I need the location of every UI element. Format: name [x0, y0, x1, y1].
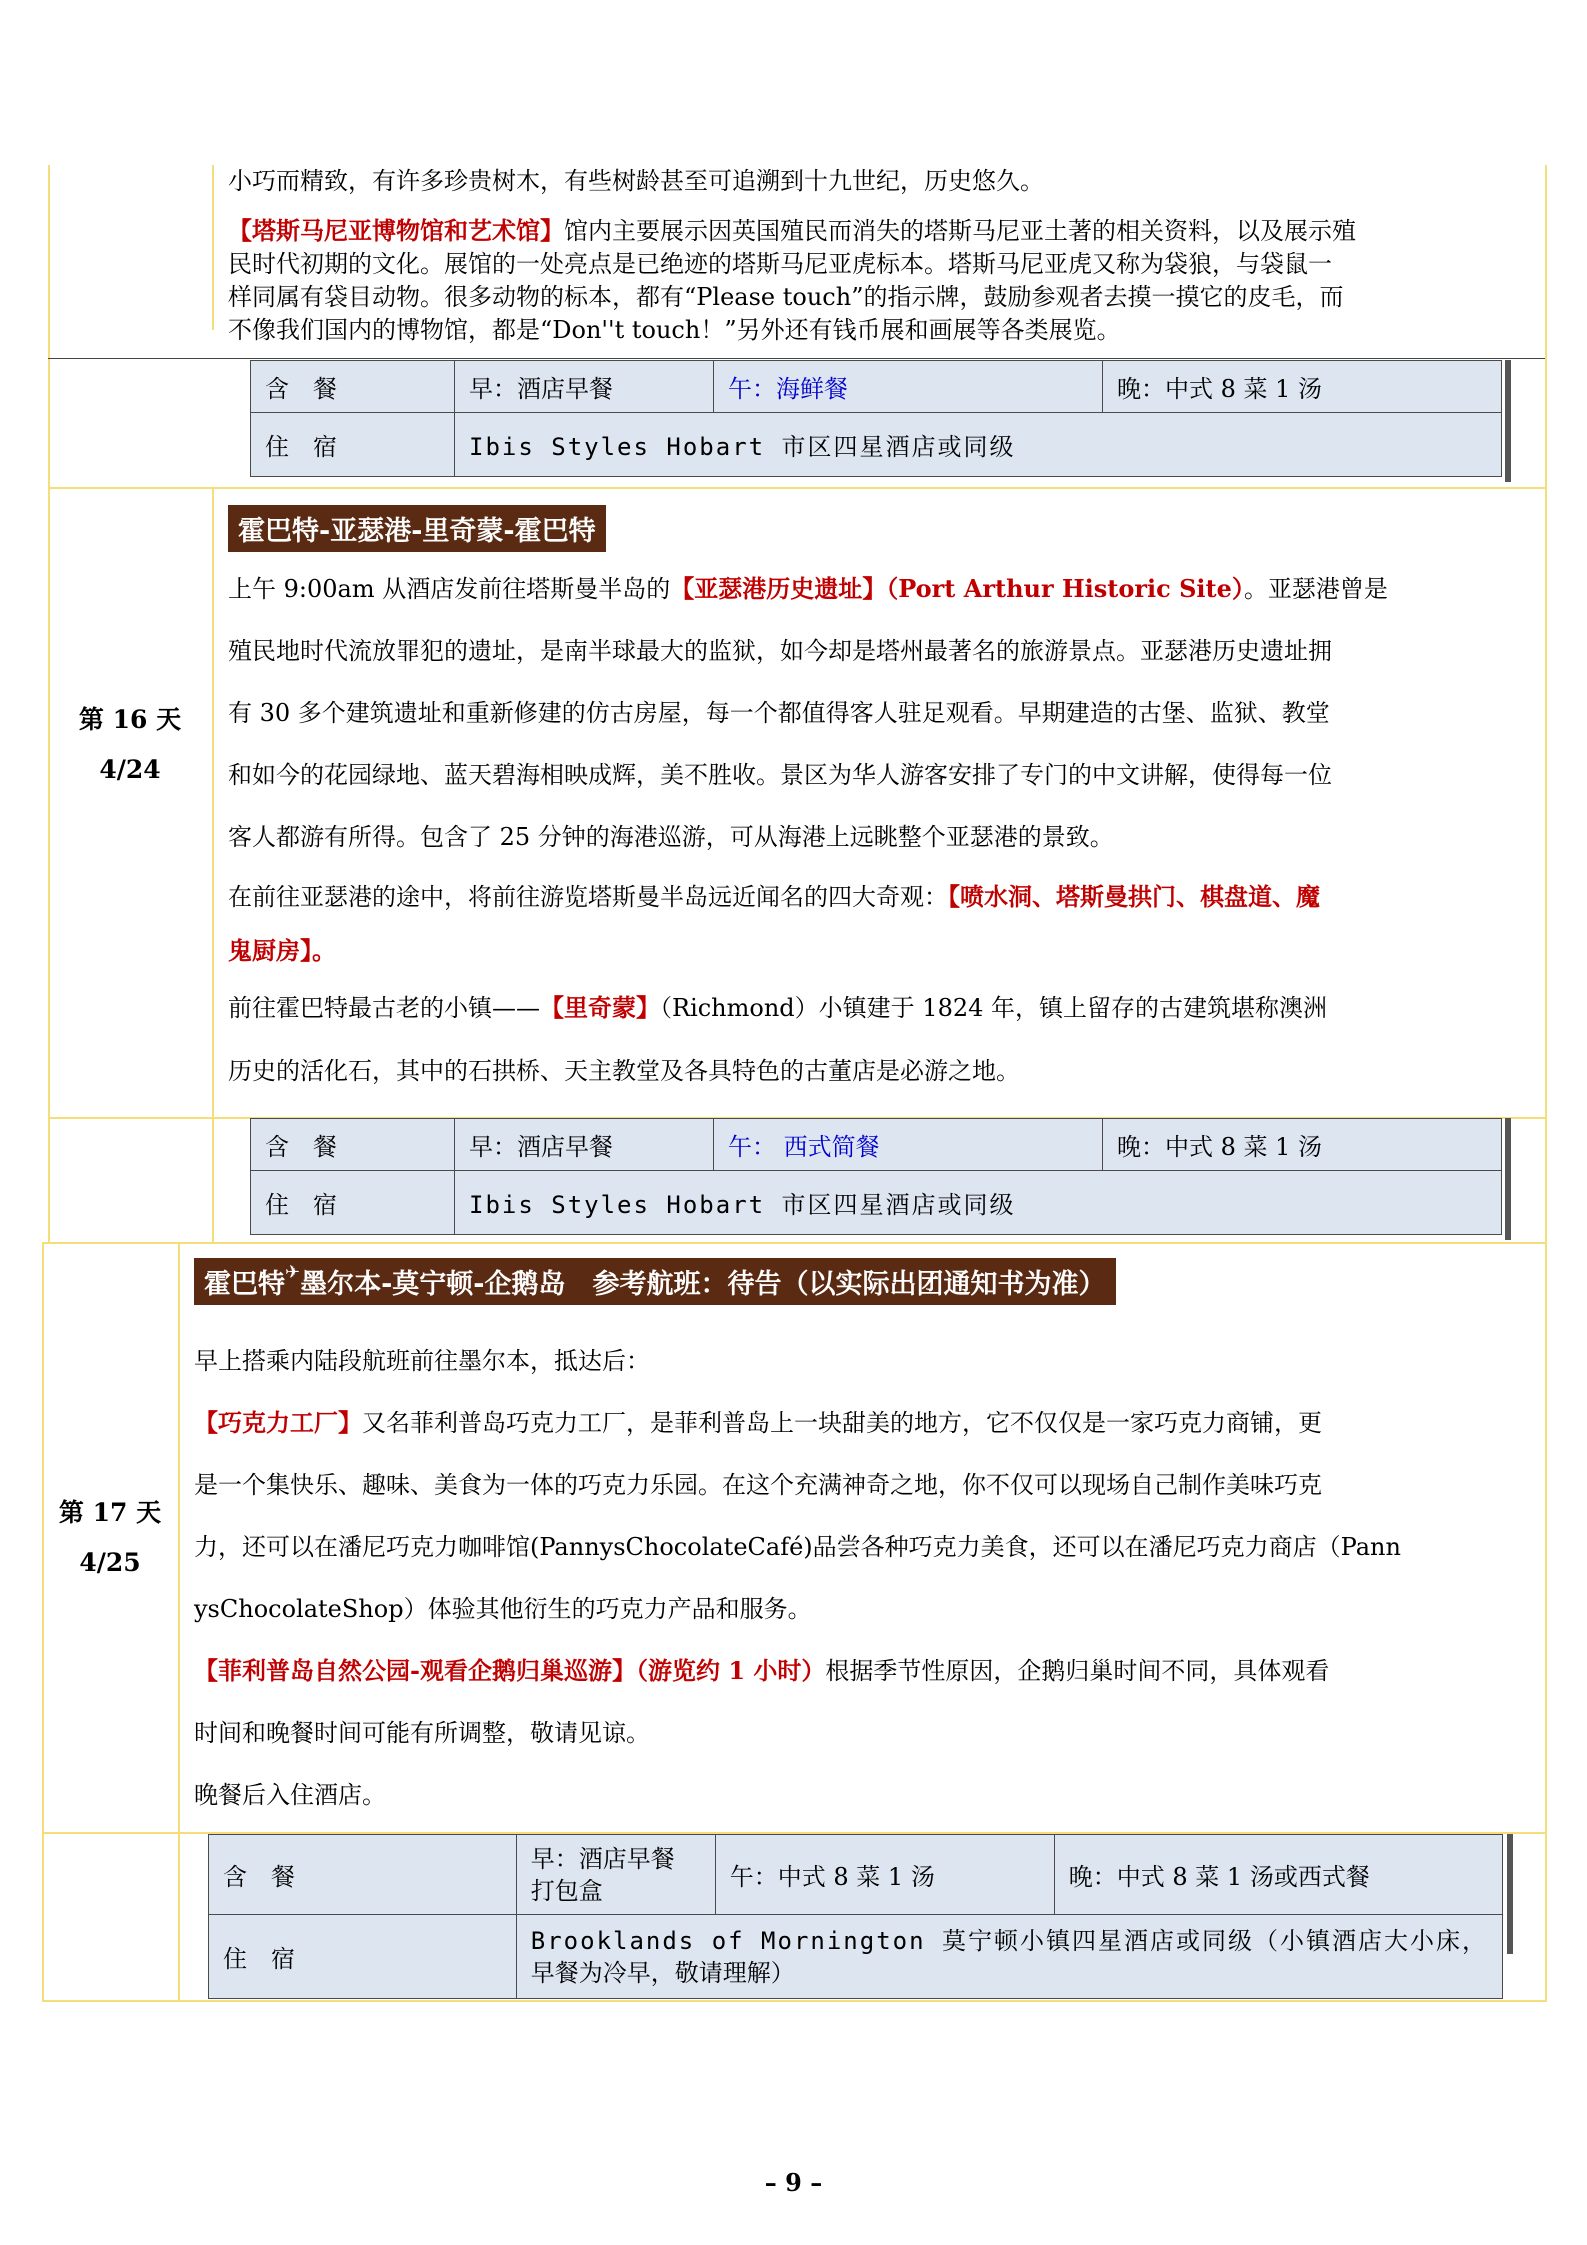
- scrollbar[interactable]: [1507, 1834, 1513, 1954]
- top-section: [228, 165, 1356, 347]
- meal-table: [250, 360, 1502, 477]
- frame-left-border: [42, 1242, 44, 2002]
- meal-label: 含 餐: [209, 1835, 517, 1915]
- day17-itinerary: [194, 1330, 1401, 1826]
- frame-divider: [212, 165, 214, 330]
- scrollbar[interactable]: [1505, 1118, 1511, 1240]
- paragraph: 晚餐后入住酒店。: [194, 1781, 386, 1809]
- paragraph: 殖民地时代流放罪犯的遗址，是南半球最大的监狱，如今却是塔州最著名的旅游景点。亚瑟港历史遗址拥: [228, 637, 1332, 665]
- hotel-label: 住 宿: [209, 1915, 517, 1999]
- lunch-cell: 午： 西式简餐: [714, 1119, 1103, 1171]
- day-label: 第 17 天 4/25: [58, 1498, 162, 1577]
- paragraph: 样同属有袋目动物。很多动物的标本，都有“Please touch”的指示牌，鼓励参观者去摸一摸它的皮毛，而: [228, 283, 1344, 311]
- paragraph: 在前往亚瑟港的途中，将前往游览塔斯曼半岛远近闻名的四大奇观：【喷水洞、塔斯曼拱门、棋盘道、魔: [228, 882, 1320, 911]
- paragraph: 客人都游有所得。包含了 25 分钟的海港巡游，可从海港上远眺整个亚瑟港的景致。: [228, 823, 1114, 851]
- dinner-cell: 晚：中式 8 菜 1 汤: [1103, 361, 1502, 413]
- paragraph: 历史的活化石，其中的石拱桥、天主教堂及各具特色的古董店是必游之地。: [228, 1057, 1020, 1085]
- row-divider: [42, 1242, 1545, 1244]
- frame-bottom-border: [42, 2000, 1545, 2002]
- frame-divider: [178, 1242, 180, 2002]
- paragraph: 早上搭乘内陆段航班前往墨尔本，抵达后：: [194, 1347, 650, 1375]
- hotel-label: 住 宿: [251, 413, 455, 477]
- hotel-cell: Brooklands of Mornington 莫宁顿小镇四星酒店或同级（小镇酒店大小床， 早餐为冷早，敬请理解）: [516, 1915, 1502, 1999]
- day-title: 霍巴特-亚瑟港-里奇蒙-霍巴特: [228, 505, 606, 552]
- meal-table: [208, 1834, 1503, 1999]
- airplane-icon: ✈: [285, 1262, 301, 1283]
- museum-name: 【塔斯马尼亚博物馆和艺术馆】: [228, 216, 564, 245]
- day-title: 霍巴特✈墨尔本-莫宁顿-企鹅岛 参考航班：待告（以实际出团通知书为准）: [194, 1258, 1116, 1305]
- meal-label: 含 餐: [251, 361, 455, 413]
- meal-label: 含 餐: [251, 1119, 455, 1171]
- paragraph: 小巧而精致，有许多珍贵树木，有些树龄甚至可追溯到十九世纪，历史悠久。: [228, 167, 1044, 195]
- paragraph: ysChocolateShop）体验其他衍生的巧克力产品和服务。: [194, 1595, 812, 1623]
- page-number: – 9 –: [764, 2168, 823, 2197]
- paragraph: 上午 9:00am 从酒店发前往塔斯曼半岛的【亚瑟港历史遗址】（Port Arthur Historic Site）。亚瑟港曾是: [228, 574, 1388, 603]
- dinner-cell: 晚：中式 8 菜 1 汤: [1103, 1119, 1502, 1171]
- paragraph: 力，还可以在潘尼巧克力咖啡馆(PannysChocolateCafé)品尝各种巧克力美食，还可以在潘尼巧克力商店（Pann: [194, 1533, 1401, 1561]
- frame-right-border: [1545, 165, 1547, 1245]
- hotel-cell: Ibis Styles Hobart 市区四星酒店或同级: [455, 413, 1502, 477]
- paragraph: 有 30 多个建筑遗址和重新修建的仿古房屋，每一个都值得客人驻足观看。早期建造的古堡、监狱、教堂: [228, 699, 1330, 727]
- paragraph: 和如今的花园绿地、蓝天碧海相映成辉，美不胜收。景区为华人游客安排了专门的中文讲解，使得每一位: [228, 761, 1332, 789]
- paragraph: 前往霍巴特最古老的小镇——【里奇蒙】（Richmond）小镇建于 1824 年，镇上留存的古建筑堪称澳洲: [228, 993, 1328, 1022]
- paragraph: 时间和晚餐时间可能有所调整，敬请见谅。: [194, 1719, 650, 1747]
- hotel-label: 住 宿: [251, 1171, 455, 1235]
- paragraph: 民时代初期的文化。展馆的一处亮点是已绝迹的塔斯马尼亚虎标本。塔斯马尼亚虎又称为袋狼，与袋鼠一: [228, 250, 1332, 278]
- meal-table: [250, 1118, 1502, 1235]
- row-divider: [48, 358, 1545, 359]
- day-label: 第 16 天 4/24: [78, 705, 182, 784]
- frame-divider: [212, 487, 214, 1242]
- paragraph: 是一个集快乐、趣味、美食为一体的巧克力乐园。在这个充满神奇之地，你不仅可以现场自己制作美味巧克: [194, 1471, 1322, 1499]
- lunch-cell: 午：海鲜餐: [714, 361, 1103, 413]
- scrollbar[interactable]: [1505, 360, 1511, 482]
- frame-left-border: [48, 487, 50, 1242]
- dinner-cell: 晚：中式 8 菜 1 汤或西式餐: [1054, 1835, 1502, 1915]
- row-divider: [48, 487, 1545, 489]
- paragraph: 【塔斯马尼亚博物馆和艺术馆】馆内主要展示因英国殖民而消失的塔斯马尼亚土著的相关资料，以及展示殖: [228, 216, 1356, 245]
- paragraph: 【菲利普岛自然公园-观看企鹅归巢巡游】（游览约 1 小时）根据季节性原因，企鹅归巢时间不同，具体观看: [194, 1656, 1330, 1685]
- paragraph: 【巧克力工厂】又名菲利普岛巧克力工厂，是菲利普岛上一块甜美的地方，它不仅仅是一家巧克力商铺，更: [194, 1408, 1322, 1437]
- breakfast-cell: 早：酒店早餐 打包盒: [516, 1835, 715, 1915]
- breakfast-cell: 早：酒店早餐: [455, 361, 714, 413]
- frame-right-border: [1545, 1242, 1547, 2002]
- lunch-cell: 午：中式 8 菜 1 汤: [715, 1835, 1054, 1915]
- hotel-cell: Ibis Styles Hobart 市区四星酒店或同级: [455, 1171, 1502, 1235]
- breakfast-cell: 早：酒店早餐: [455, 1119, 714, 1171]
- frame-left-border: [48, 165, 50, 495]
- day16-itinerary: [228, 558, 1388, 1102]
- paragraph: 鬼厨房】。: [228, 936, 336, 965]
- paragraph: 不像我们国内的博物馆，都是“Don''t touch！”另外还有钱币展和画展等各类展览。: [228, 316, 1121, 344]
